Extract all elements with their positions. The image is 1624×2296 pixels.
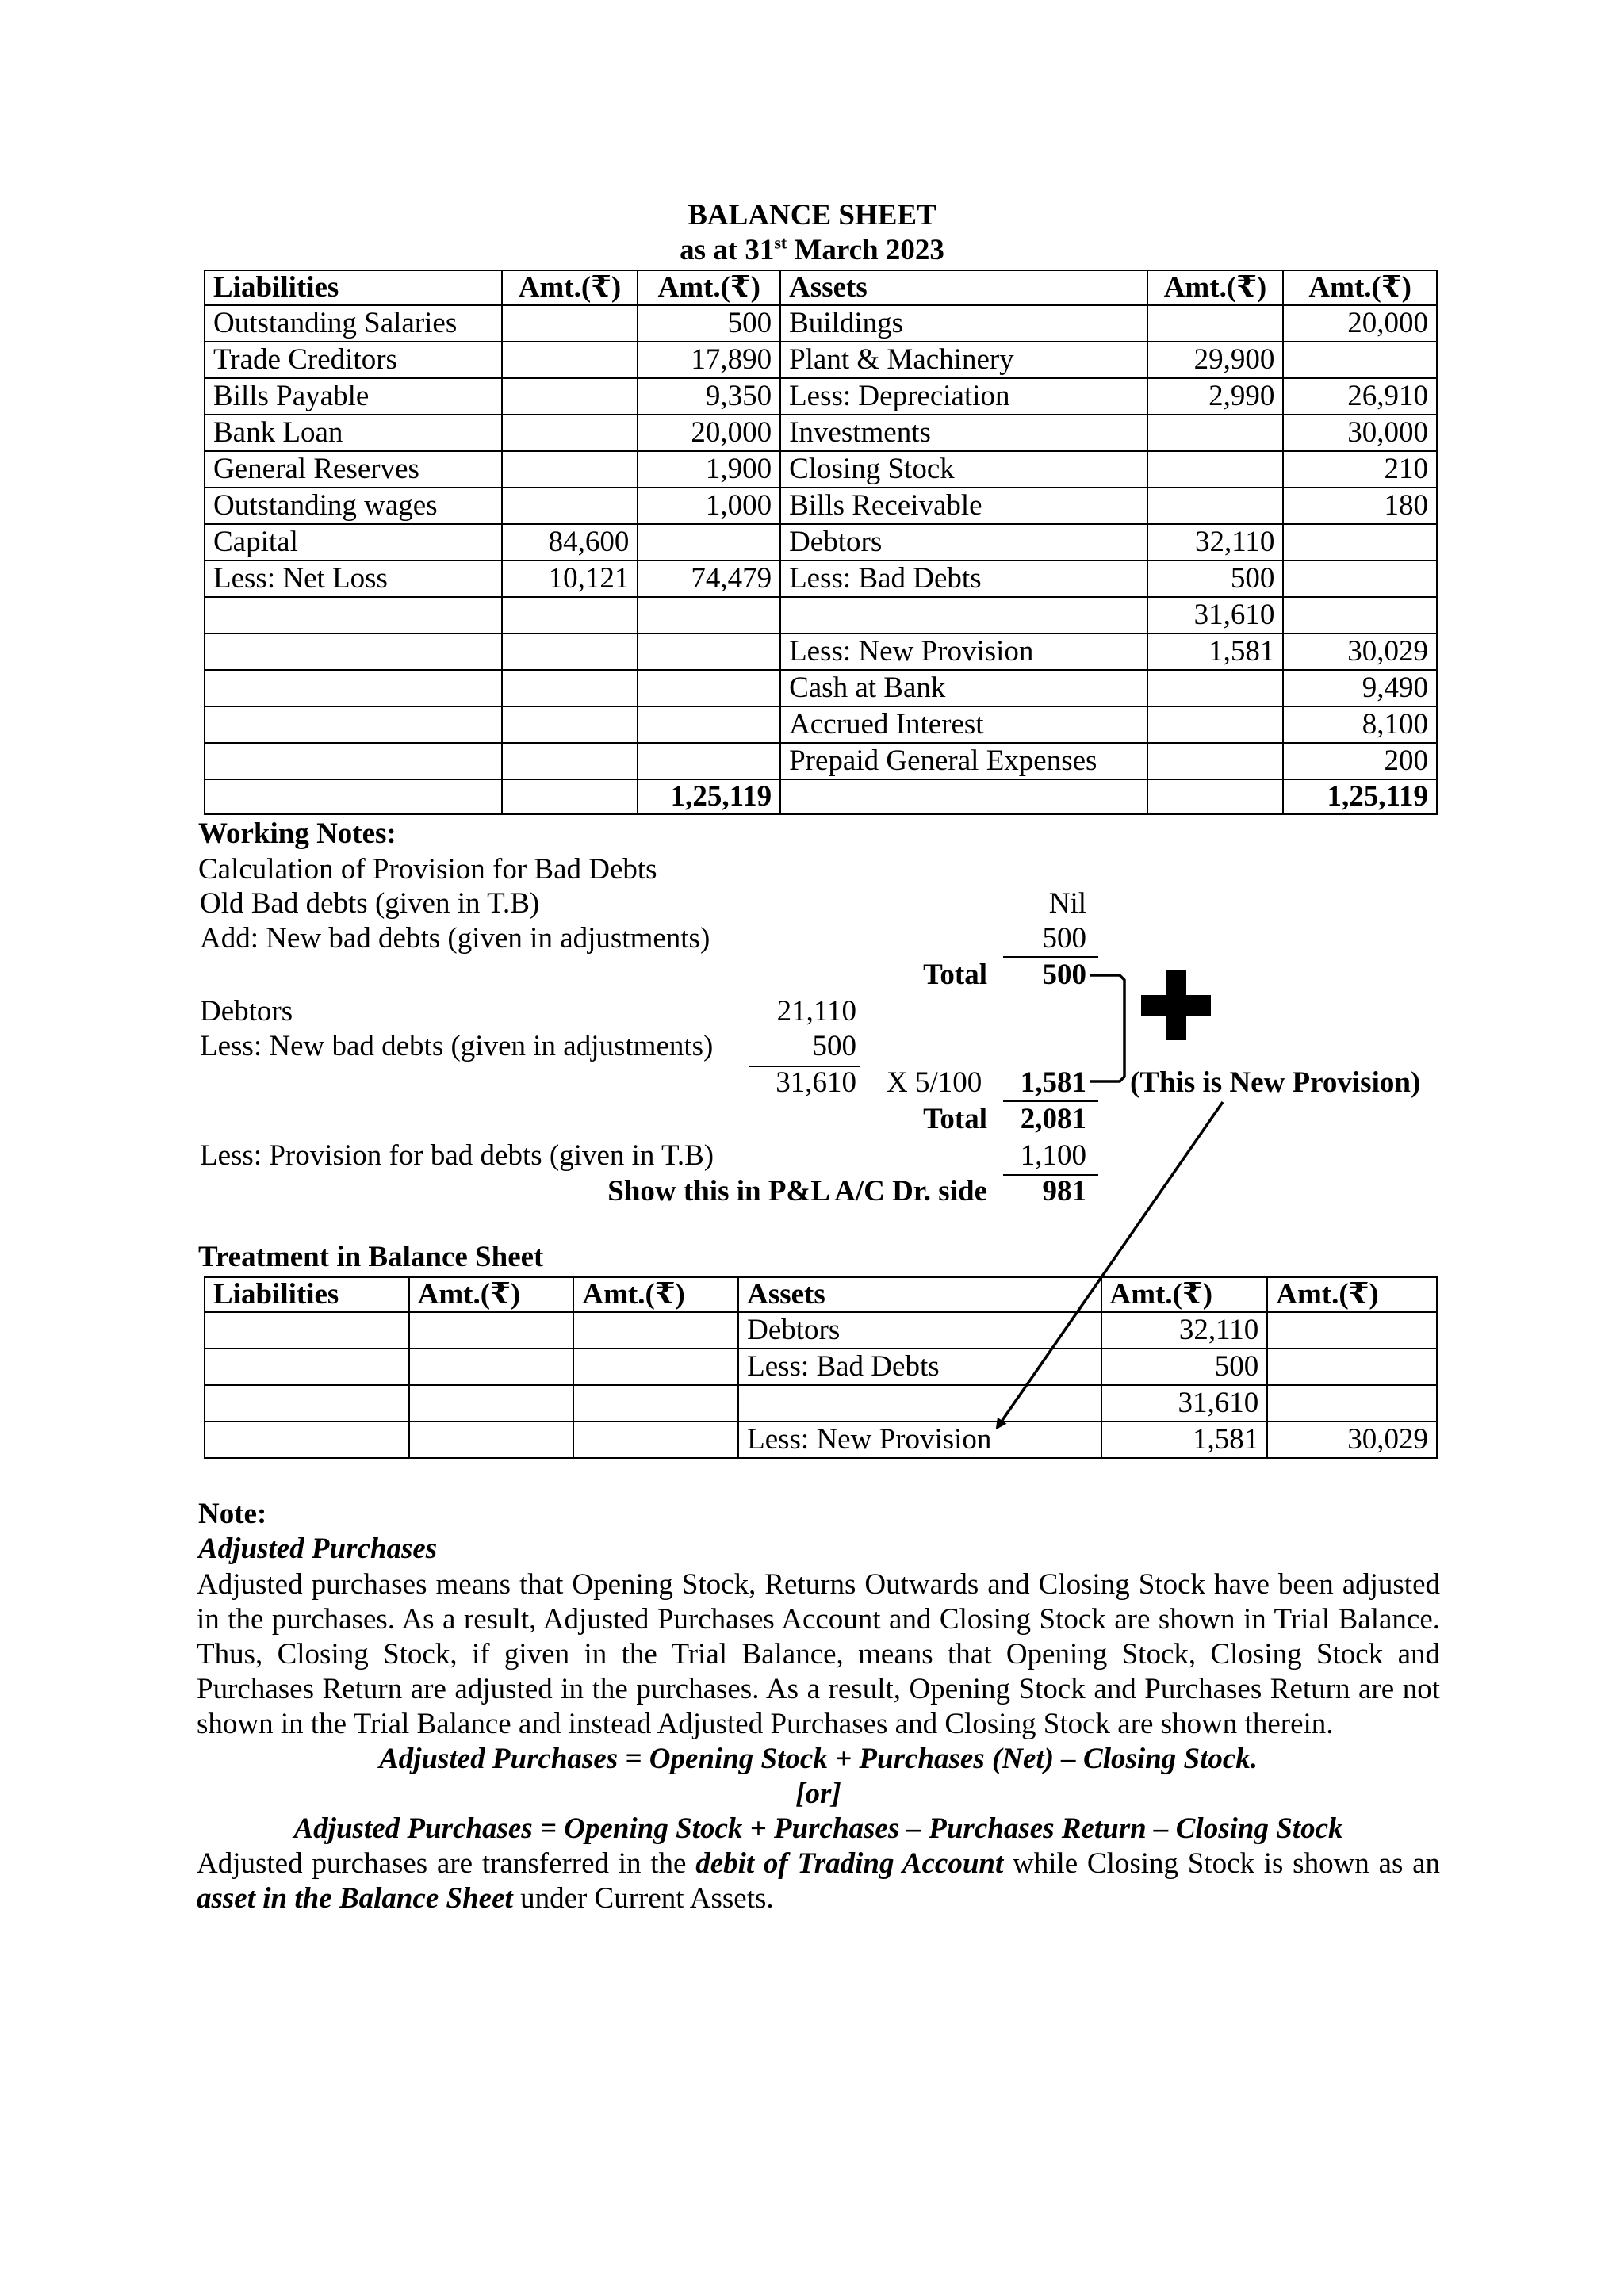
rate-text: X 5/100: [887, 1066, 982, 1099]
treat-liability-amt-1: [409, 1385, 574, 1422]
bs-asset-name: Plant & Machinery: [780, 342, 1147, 378]
bs-liability-name: Outstanding Salaries: [205, 305, 502, 342]
formula-2: Adjusted Purchases = Opening Stock + Purchases – Purchases Return – Closing Stock: [293, 1812, 1343, 1845]
bs-asset-name: Debtors: [780, 524, 1147, 561]
net-debtors-value: 31,610: [776, 1066, 856, 1099]
treat-asset-amt-1: 1,581: [1101, 1422, 1268, 1458]
treat-row: [205, 1385, 1437, 1422]
page-title: BALANCE SHEET: [688, 199, 936, 232]
bs-asset-amt-2: 180: [1283, 488, 1437, 524]
treat-liability-amt-2: [573, 1349, 738, 1385]
formula-or: [or]: [795, 1777, 841, 1810]
bs-header-amt: Amt.(₹): [502, 270, 638, 305]
bs-asset-amt-1: 1,581: [1147, 633, 1284, 670]
treat-row: [205, 1312, 1437, 1349]
bs-liability-name: Less: Net Loss: [205, 561, 502, 597]
note-heading: Note:: [198, 1498, 267, 1530]
treat-row: [205, 1422, 1437, 1458]
old-bad-debts-label: Old Bad debts (given in T.B): [200, 887, 540, 920]
treat-asset-amt-2: [1267, 1312, 1437, 1349]
bs-asset-name: Buildings: [780, 305, 1147, 342]
bs-asset-amt-2: 200: [1283, 743, 1437, 779]
bs-liability-amt-2: 20,000: [638, 415, 780, 451]
treat-liability-amt-2: [573, 1385, 738, 1422]
total1-label: Total: [923, 959, 987, 991]
bs-asset-amt-1: 31,610: [1147, 597, 1284, 633]
show-pl-value: 981: [1042, 1175, 1086, 1207]
treatment-table: [204, 1276, 1438, 1459]
treat-header-row: [205, 1277, 1437, 1312]
treat-liability-name: [205, 1422, 409, 1458]
bs-asset-name: Accrued Interest: [780, 706, 1147, 743]
bs-asset-amt-1: 500: [1147, 561, 1284, 597]
bs-liability-name: Bank Loan: [205, 415, 502, 451]
treat-asset-name: Less: New Provision: [738, 1422, 1101, 1458]
treat-asset-amt-2: [1267, 1385, 1437, 1422]
add-new-bad-debts-label: Add: New bad debts (given in adjustments): [200, 922, 710, 955]
total2-label: Total: [923, 1103, 987, 1135]
bs-asset-name: Cash at Bank: [780, 670, 1147, 706]
bs-asset-name: Investments: [780, 415, 1147, 451]
treat-liability-name: [205, 1312, 409, 1349]
bs-liability-amt-2: 9,350: [638, 378, 780, 415]
treat-header-amt: Amt.(₹): [1267, 1277, 1437, 1312]
new-provision-note: (This is New Provision): [1130, 1066, 1421, 1099]
less-new-bad-debts-label: Less: New bad debts (given in adjustments): [200, 1030, 714, 1062]
show-pl-label: Show this in P&L A/C Dr. side: [607, 1175, 987, 1207]
bs-liability-name: Bills Payable: [205, 378, 502, 415]
bs-asset-name: Less: Bad Debts: [780, 561, 1147, 597]
less-provision-value: 1,100: [1020, 1139, 1086, 1172]
note-final-paragraph: Adjusted purchases are transferred in the debit of Trading Account while Closing Stock is shown as an asset in the Balance Sheet under Current Assets.: [197, 1847, 1440, 1915]
old-bad-debts-value: Nil: [1048, 887, 1086, 920]
bs-asset-amt-2: 8,100: [1283, 706, 1437, 743]
bs-liability-name: General Reserves: [205, 451, 502, 488]
bs-total-assets: 1,25,119: [1283, 779, 1437, 814]
bs-header-amt: Amt.(₹): [1283, 270, 1437, 305]
bs-header-amt: Amt.(₹): [638, 270, 780, 305]
treat-row: [205, 1349, 1437, 1385]
bs-total-liabilities: 1,25,119: [638, 779, 780, 814]
calc-title: Calculation of Provision for Bad Debts: [198, 853, 657, 886]
bs-liability-amt-2: 74,479: [638, 561, 780, 597]
bracket-line: [1090, 975, 1124, 1081]
add-new-bad-debts-value: 500: [1042, 922, 1086, 955]
treat-asset-amt-2: 30,029: [1267, 1422, 1437, 1458]
treat-asset-name: [738, 1385, 1101, 1422]
bs-asset-name: Less: Depreciation: [780, 378, 1147, 415]
bs-asset-amt-2: 30,000: [1283, 415, 1437, 451]
treat-header-amt: Amt.(₹): [409, 1277, 574, 1312]
bs-header-amt: Amt.(₹): [1147, 270, 1284, 305]
bs-liability-name: Outstanding wages: [205, 488, 502, 524]
bs-liability-amt-2: 17,890: [638, 342, 780, 378]
new-provision-value: 1,581: [1020, 1066, 1086, 1099]
treat-liability-amt-1: [409, 1312, 574, 1349]
bs-asset-amt-1: 32,110: [1147, 524, 1284, 561]
treat-asset-amt-1: 32,110: [1101, 1312, 1268, 1349]
debtors-value: 21,110: [776, 995, 856, 1027]
note-paragraph: Adjusted purchases means that Opening Stock, Returns Outwards and Closing Stock have been adjusted in the purchases. As a result, Adjusted Purchases Account and Closing Stock are shown in Trial Balance. Thus, Closing Stock, if given in the Trial Balance, means that Opening Stock, Closing Stock and Purchases Return are adjusted in the purchases. As a result, Opening Stock and Purchases Return are not shown in the Trial Balance and instead Adjusted Purchases and Closing Stock are shown therein.: [197, 1568, 1440, 1740]
total1-value: 500: [1042, 959, 1086, 991]
treat-header-amt: Amt.(₹): [573, 1277, 738, 1312]
treatment-heading: Treatment in Balance Sheet: [198, 1241, 544, 1273]
treat-liability-amt-1: [409, 1349, 574, 1385]
bs-asset-amt-2: 210: [1283, 451, 1437, 488]
bs-asset-name: Prepaid General Expenses: [780, 743, 1147, 779]
treat-liability-amt-1: [409, 1422, 574, 1458]
note-subheading: Adjusted Purchases: [198, 1533, 438, 1565]
bs-asset-amt-1: 2,990: [1147, 378, 1284, 415]
bs-liability-amt-1: 84,600: [502, 524, 638, 561]
treat-liability-amt-2: [573, 1312, 738, 1349]
bs-asset-name: Closing Stock: [780, 451, 1147, 488]
treat-header-liabilities: Liabilities: [205, 1277, 409, 1312]
treat-liability-name: [205, 1349, 409, 1385]
less-new-bad-debts-value: 500: [812, 1030, 856, 1062]
treat-asset-name: Debtors: [738, 1312, 1101, 1349]
bs-asset-amt-2: 9,490: [1283, 670, 1437, 706]
bs-asset-name: Bills Receivable: [780, 488, 1147, 524]
treat-asset-amt-1: 500: [1101, 1349, 1268, 1385]
bs-liability-amt-1: 10,121: [502, 561, 638, 597]
bs-liability-name: Trade Creditors: [205, 342, 502, 378]
treat-liability-name: [205, 1385, 409, 1422]
debtors-label: Debtors: [200, 995, 293, 1027]
bs-asset-name: Less: New Provision: [780, 633, 1147, 670]
less-provision-label: Less: Provision for bad debts (given in T.B): [200, 1139, 714, 1172]
bs-header-assets: Assets: [780, 270, 1147, 305]
treat-asset-name: Less: Bad Debts: [738, 1349, 1101, 1385]
bs-asset-amt-2: 30,029: [1283, 633, 1437, 670]
bs-asset-amt-1: 29,900: [1147, 342, 1284, 378]
bs-header-liabilities: Liabilities: [205, 270, 502, 305]
bs-liability-amt-2: 1,900: [638, 451, 780, 488]
bs-liability-name: Capital: [205, 524, 502, 561]
bs-asset-amt-2: 20,000: [1283, 305, 1437, 342]
bs-liability-amt-2: 1,000: [638, 488, 780, 524]
formula-1: Adjusted Purchases = Opening Stock + Purchases (Net) – Closing Stock.: [378, 1743, 1258, 1775]
treat-liability-amt-2: [573, 1422, 738, 1458]
treat-header-assets: Assets: [738, 1277, 1101, 1312]
page-subtitle: as at 31st March 2023: [680, 232, 944, 266]
treat-asset-amt-1: 31,610: [1101, 1385, 1268, 1422]
treat-asset-amt-2: [1267, 1349, 1437, 1385]
working-notes-heading: Working Notes:: [198, 817, 396, 850]
treat-header-amt: Amt.(₹): [1101, 1277, 1268, 1312]
bs-liability-amt-2: 500: [638, 305, 780, 342]
bs-asset-amt-2: 26,910: [1283, 378, 1437, 415]
total2-value: 2,081: [1020, 1103, 1086, 1135]
